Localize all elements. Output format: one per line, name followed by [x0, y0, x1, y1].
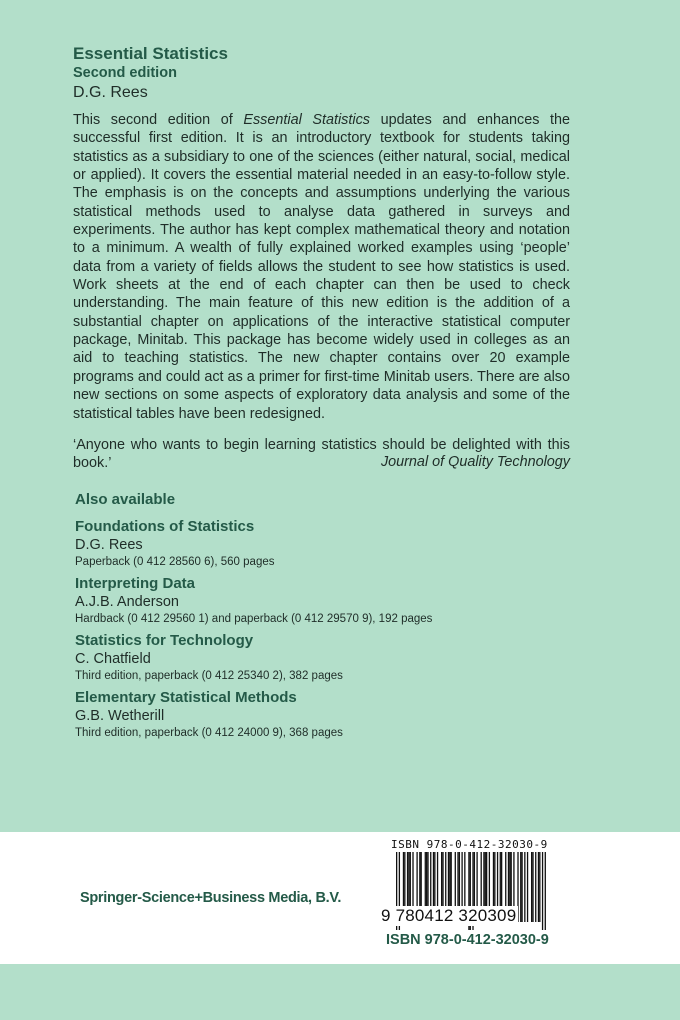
related-book-title: Foundations of Statistics [75, 518, 255, 535]
related-book-author: G.B. Wetherill [75, 708, 165, 724]
barcode-bar [531, 852, 532, 922]
related-book-details: Hardback (0 412 29560 1) and paperback (0 412 29570 9), 192 pages [75, 613, 433, 625]
review-quote: ‘Anyone who wants to begin learning statistics should be delighted with this book.’ [73, 437, 570, 472]
barcode-bar [538, 852, 539, 922]
also-available-heading: Also available [75, 491, 176, 508]
related-book [75, 632, 343, 684]
related-book-details: Paperback (0 412 28560 6), 560 pages [75, 556, 275, 568]
barcode-bar [521, 852, 522, 922]
description-book-name: Essential Statistics [243, 112, 370, 128]
related-book [75, 518, 274, 570]
barcode-bar [545, 852, 546, 930]
barcode-bar [520, 852, 521, 922]
related-book-title: Elementary Statistical Methods [75, 689, 297, 706]
related-book-details: Third edition, paperback (0 412 25340 2), 382 pages [75, 670, 343, 682]
barcode-bar [532, 852, 533, 922]
barcode-number: 9 780412 320309 [381, 906, 517, 925]
publisher-name: Springer-Science+Business Media, B.V. [80, 890, 342, 906]
related-book [75, 575, 432, 627]
barcode-bar [527, 852, 528, 922]
isbn-label-bottom: ISBN 978-0-412-32030-9 [386, 932, 549, 948]
related-book-author: D.G. Rees [75, 537, 143, 553]
isbn-label-top: ISBN 978-0-412-32030-9 [391, 838, 548, 851]
barcode-bar [524, 852, 525, 922]
barcode-bar [535, 852, 536, 922]
quote-source: Journal of Quality Technology [380, 454, 570, 470]
barcode-bar [542, 852, 543, 930]
related-book-author: C. Chatfield [75, 651, 151, 667]
book-description [73, 111, 570, 423]
description-intro: This second edition of [73, 112, 244, 128]
book-title: Essential Statistics [73, 44, 228, 63]
related-book-author: A.J.B. Anderson [75, 594, 179, 610]
related-book-title: Statistics for Technology [75, 632, 254, 649]
related-book-title: Interpreting Data [75, 575, 196, 592]
related-book [75, 689, 343, 741]
description-body: updates and enhances the successful first edition. It is an introductory textbook for students taking statistics as a subsidiary to one of the sciences (either natural, social, medical or applied). It covers the essential material needed in an easy-to-follow style. The emphasis is on the concepts and assumptions underlying the various statistical methods used to analyse data gathered in surveys and experiments. The author has kept complex mathematical theory and notation to a minimum. A wealth of fully explained worked examples using ‘people’ data from a variety of fields allows the student to see how statistics is used. Work sheets at the end of each chapter can then be used to check understanding. The main feature of this new edition is the addition of a substantial chapter on applications of the interactive statistical computer package, Minitab. This package has become widely used in colleges as an aid to teaching statistics. The new chapter contains over 20 example programs and could act as a primer for first-time Minitab users. There are also new sections on some aspects of exploratory data analysis and some of the statistical tables have been redesigned. [73, 112, 570, 422]
edition-label: Second edition [73, 65, 177, 81]
book-author: D.G. Rees [73, 84, 148, 101]
barcode-bar [539, 852, 540, 922]
related-book-details: Third edition, paperback (0 412 24000 9), 368 pages [75, 727, 343, 739]
